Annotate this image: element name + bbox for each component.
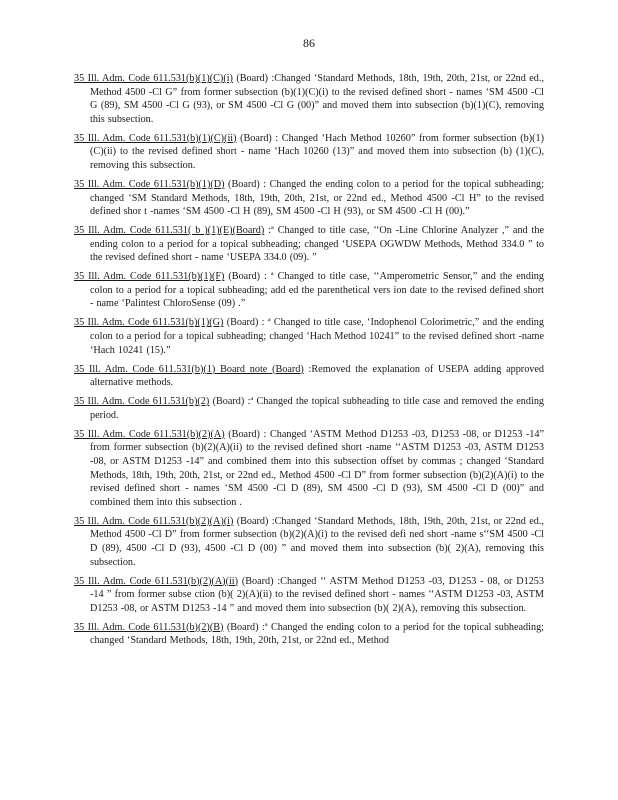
page-number: 86 [303, 36, 315, 50]
entry-text: (Board) :ª Changed the ending colon to a period for the topical subheading; changed ‘Standard Methods, 18th, 19th, 20th, 21st, or 22nd ed., Method [90, 621, 544, 647]
entry-citation: 35 Ill. Adm. Code 611.531( b )(1)(E)(Board) [74, 225, 265, 237]
entry-citation: 35 Ill. Adm. Code 611.531(b)(2)(A)(ii) [74, 575, 239, 587]
entry-citation: 35 Ill. Adm. Code 611.531(b)(2)(B) [74, 621, 224, 633]
entry-611-531-b-1-board-note [74, 363, 544, 390]
entry-text: (Board) :Changed ‘Standard Methods, 18th, 19th, 20th, 21st, or 22nd ed., Method 4500 -Cl G” from former subsection (b)(1)(C)(i) to the revised defined short - names ‘SM 4500 -Cl G (89), SM 4500 -Cl G (93), or SM 4500 -Cl G (00)” and moved them into subsection (b)(1)(C), removing this subsection. [90, 73, 544, 125]
entry-611-531-b-2-A-i [74, 515, 544, 569]
entry-611-531-b-2-A-ii [74, 575, 544, 616]
entry-611-531-b-1-G [74, 316, 544, 357]
entry-text: :ª Changed to title case, ‘‘On -Line Chlorine Analyzer ,” and the ending colon to a period for a topical subheading; changed ‘USEPA OGWDW Methods, Method 334.0 ” to the revised defined short - name ‘USEPA 334.0 (09). ” [90, 225, 544, 264]
entry-text: (Board) :ª Changed the topical subheading to title case and removed the ending period. [90, 396, 545, 421]
entry-text: (Board) : ª Changed to title case, ‘‘Amperometric Sensor,” and the ending colon to a period for a topical subheading; add ed the parenthetical vers ion date to the revised defined short - name ‘Palintest ChloroSense (09) .” [90, 271, 544, 310]
entry-611-531-b-1-C-ii [74, 132, 544, 173]
entry-611-531-b-2-A [74, 428, 544, 510]
entry-text: (Board) : Changed the ending colon to a period for the topical subheading; changed ‘SM Standard Methods, 18th, 19th, 20th, 21st, or 22nd ed., Method 4500 -Cl H” to the revised defined shor t -names ‘SM 4500 -Cl H (89), SM 4500 -Cl H (93), or SM 4500 -Cl H (00).” [90, 178, 544, 218]
entry-611-531-b-1-C-i [74, 72, 544, 126]
entry-611-531-b-2 [74, 395, 544, 422]
entry-citation: 35 Ill. Adm. Code 611.531(b)(2)(A) [74, 428, 225, 440]
entry-text: (Board) :Changed ‘‘ ASTM Method D1253 -03, D1253 - 08, or D1253 -14 ” from former subse ction (b)( 2)(A)(ii) to the revised defined short - names ‘‘ASTM D1253 -03, ASTM D1253 -08, or ASTM D1253 -14 ” and moved them into subsection (b)( 2)(A), removing this subsection. [90, 575, 544, 614]
entry-citation: 35 Ill. Adm. Code 611.531(b)(2)(A)(i) [74, 515, 234, 527]
entry-611-531-b-2-B [74, 621, 544, 648]
entry-citation: 35 Ill. Adm. Code 611.531(b)(1)(F) [74, 271, 225, 283]
entry-citation: 35 Ill. Adm. Code 611.531(b)(2) [74, 396, 210, 408]
entry-text: (Board) : Changed ‘Hach Method 10260” from former subsection (b)(1)(C)(ii) to the revised defined short - name ‘Hach 10260 (13)” and moved them into subsection (b) (1)(C), removing this subsection. [90, 132, 544, 171]
entry-text: :Removed the explanation of USEPA adding approved alternative methods. [90, 363, 544, 389]
entry-text: (Board) : Changed ‘ASTM Method D1253 -03, D1253 -08, or D1253 -14” from former subsection (b)(2)(A)(ii) to the revised defined short -name ‘‘ASTM D1253 -03, ASTM D1253 -08, or ASTM D1253 -14” and combined them into this subsection offset by commas ; changed ‘Standard Methods, 18th, 19th, 20th, 21st, or 22nd ed., Method 4500 -Cl D” from former subsection (b)(2)(A)(i) to the revised defined short - names ‘SM 4500 -Cl D (89), SM 4500 -Cl D (93), SM 4500 -Cl D (00)” and combined them into this subsection . [90, 428, 544, 508]
entry-citation: 35 Ill. Adm. Code 611.531(b)(1)(G) [74, 317, 224, 329]
entry-text: (Board) : ª Changed to title case, ‘Indophenol Colorimetric,” and the ending colon to a period for a topical subheading; changed ‘Hach Method 10241” to the revised defined short -name ‘Hach 10241 (15).” [90, 317, 544, 356]
entry-611-531-b-1-D [74, 178, 544, 219]
entry-citation: 35 Ill. Adm. Code 611.531(b)(1)(C)(i) [74, 73, 233, 84]
entry-611-531-b-1-F [74, 270, 544, 311]
entry-citation: 35 Ill. Adm. Code 611.531(b)(1) Board note (Board) [74, 363, 304, 375]
entry-text: (Board) :Changed ‘Standard Methods, 18th, 19th, 20th, 21st, or 22nd ed., Method 4500 -Cl D” from former subsection (b)(2)(A)(i) to the revised defi ned short -name s‘‘SM 4500 -Cl D (89), 4500 -Cl D (93), 4500 -Cl D (00) ” and moved them into subsection (b)( 2)(A), removing this subsection. [90, 515, 544, 568]
entry-611-531-b-1-E [74, 224, 544, 265]
amendment-entries [74, 72, 544, 653]
entry-citation: 35 Ill. Adm. Code 611.531(b)(1)(D) [74, 178, 225, 190]
entry-citation: 35 Ill. Adm. Code 611.531(b)(1)(C)(ii) [74, 132, 237, 144]
